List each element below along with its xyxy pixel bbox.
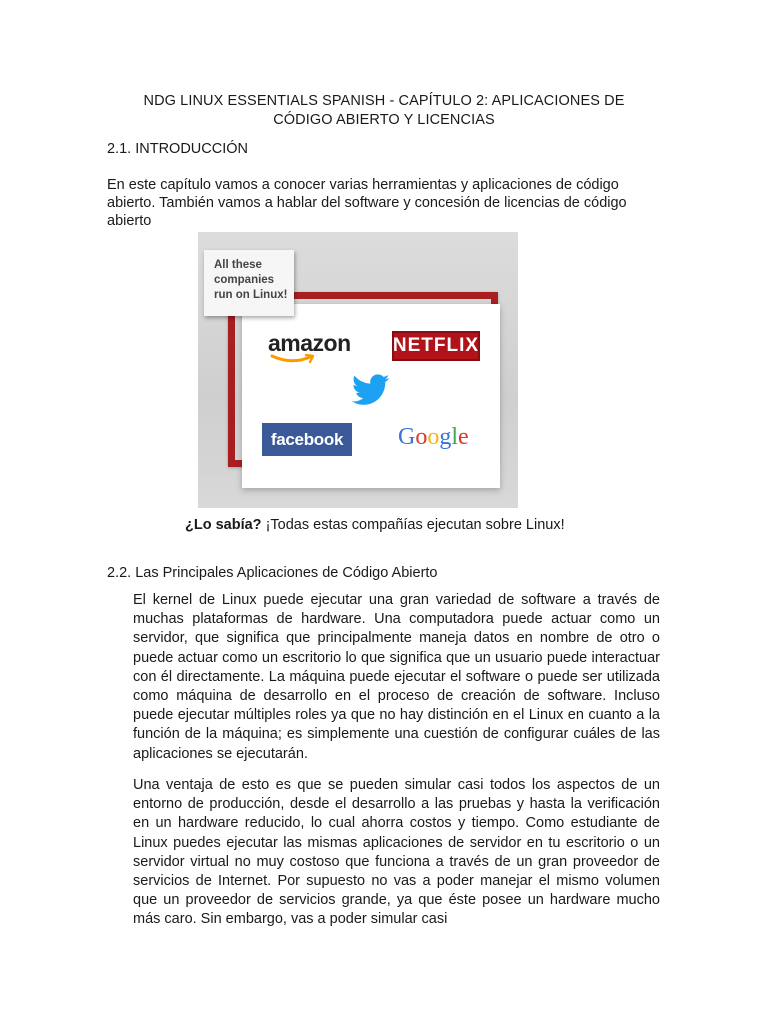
- netflix-logo: NETFLIX: [392, 331, 480, 361]
- note-line-1: All these: [214, 259, 262, 271]
- google-letter-g2: g: [439, 424, 452, 450]
- amazon-smile-icon: [270, 354, 316, 364]
- document-title: [100, 92, 668, 130]
- intro-paragraph: En este capítulo vamos a conocer varias herramientas y aplicaciones de código abierto. También vamos a hablar del software y concesión de licencias de código abierto: [107, 177, 627, 229]
- section-heading-intro: 2.1. INTRODUCCIÓN: [107, 141, 248, 157]
- google-letter-o2: o: [427, 424, 440, 450]
- google-logo: [398, 422, 469, 452]
- note-line-2: companies: [214, 274, 275, 286]
- linux-companies-figure: [198, 232, 518, 508]
- google-letter-g: G: [398, 424, 416, 450]
- body-paragraph-2: Una ventaja de esto es que se pueden simular casi todos los aspectos de un entorno de producción, desde el desarrollo a las pruebas y hasta la verificación en un hardware reducido, lo cual ahorra costos y tiempo. Como estudiante de Linux puedes ejecutar las mismas aplicaciones de servidor en tu escritorio o un servidor virtual no muy costoso que funciona a través de un gran proveedor de servicios de Internet. Por supuesto no vas a poder manejar el mismo volumen que un proveedor de servicios grande, ya que éste posee un hardware mucho más caro. Sin embargo, vas a poder simular casi: [133, 777, 660, 928]
- google-letter-l: l: [451, 424, 459, 450]
- sticky-note: [204, 250, 294, 316]
- facebook-logo: facebook: [262, 423, 352, 456]
- twitter-bird-icon: [352, 374, 390, 406]
- google-letter-e: e: [458, 424, 469, 450]
- caption-bold: ¿Lo sabía?: [185, 517, 262, 533]
- title-line-2: CÓDIGO ABIERTO Y LICENCIAS: [273, 112, 495, 128]
- caption-text: ¡Todas estas compañías ejecutan sobre Linux!: [261, 517, 565, 533]
- body-paragraph-1: El kernel de Linux puede ejecutar una gran variedad de software a través de muchas plataformas de hardware. Una computadora puede actuar como un servidor, que significa que principalmente maneja datos en nombre de otro o puede actuar como un escritorio lo que significa que un usuario puede interactuar con él directamente. La máquina puede ejecutar el software o puede ser utilizada como máquina de desarrollo en el proceso de creación de software. Incluso puede ejecutar múltiples roles ya que no hay distinción en el Linux en cuanto a la función de la máquina; es simplemente una cuestión de configurar cuáles de las aplicaciones se ejecutarán.: [133, 592, 660, 762]
- title-line-1: NDG LINUX ESSENTIALS SPANISH - CAPÍTULO 2: APLICACIONES DE: [143, 93, 625, 109]
- google-letter-o1: o: [415, 424, 428, 450]
- section-heading-apps: 2.2. Las Principales Aplicaciones de Código Abierto: [107, 565, 438, 581]
- note-line-3: run on Linux!: [214, 289, 288, 301]
- figure-caption: [185, 516, 605, 534]
- amazon-logo: amazon: [268, 330, 351, 356]
